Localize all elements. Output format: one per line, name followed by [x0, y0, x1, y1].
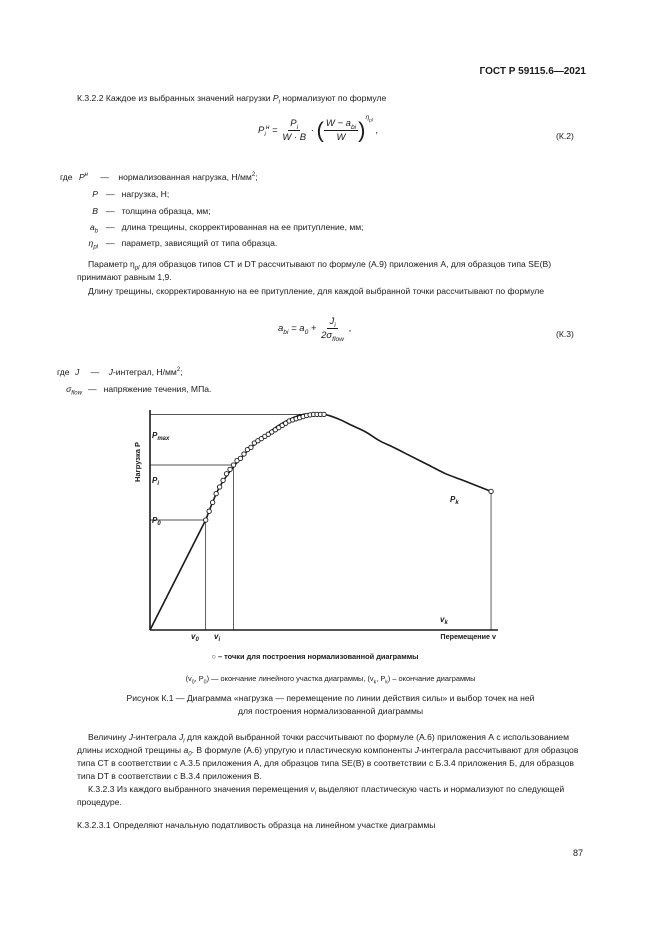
y-axis-label: Нагрузка P: [133, 441, 142, 483]
paragraph-crack-length: Длину трещины, скорректированную на ее притупление, для каждой выбранной точки рассчитывают по формуле: [88, 286, 545, 296]
data-point: [210, 500, 214, 504]
formula-k3: $a_{bi} = a_0$ + $\frac{J_i}{2\sigma_{flow}}$ ,: [278, 316, 352, 343]
def-row: — толщина образца, мм;: [106, 206, 211, 216]
label-pi: $P_i$: [152, 476, 160, 487]
data-point: [207, 509, 211, 513]
data-point: [221, 478, 225, 482]
equation-number-k3: (К.3): [556, 329, 574, 339]
data-point: [224, 472, 228, 476]
def-row: — длина трещины, скорректированная на ее притупление, мм;: [106, 222, 364, 232]
data-point: [238, 456, 242, 460]
data-point: [203, 518, 207, 522]
data-point: [231, 463, 235, 467]
label-v0: $v_0$: [191, 632, 199, 643]
formula-k2: $P_i^н$ = $\frac{P_i}{W \cdot B}$ · ( $\frac{W - a_{bi}}{W}$ )$^{\eta_{pl}}$ ,: [258, 113, 379, 143]
label-vi: $v_i$: [214, 632, 221, 643]
paragraph-k3231: К.3.2.3.1 Определяют начальную податливость образца на линейном участке диаграммы: [77, 820, 436, 830]
paragraph-j-integral: Величину J-интеграла $J_i$ для каждой выбранной точки рассчитывают по формуле (А.6) приложения А с использованием длины исходной трещины $a_0$. В формуле (А.6) упругую и пластическую компоненты J-интеграла рассчитывают для образцов типа СТ в соответствии с А.3.5 приложения А, для образцов типа SE(B) в соответствии с Б.3.4 приложения Б, для образцов типа DT в соответствии с В.3.4 приложения В.: [77, 732, 579, 781]
paragraph-k323: К.3.2.3 Из каждого выбранного значения перемещения $v_i$ выделяют пластическую часть и нормализуют по следующей процедуре.: [77, 784, 565, 807]
paragraph-eta: Параметр $\eta_{pl}$ для образцов типов СТ и DT рассчитывают по формуле (А.9) приложения А, для образцов типа SE(B) принимают равным 1,9.: [77, 259, 552, 282]
def-row: где $P^н$ — нормализованная нагрузка, $Н/мм^2$;: [60, 172, 258, 182]
def-row: — параметр, зависящий от типа образца.: [106, 238, 278, 248]
data-point: [217, 485, 221, 489]
marker-legend: ○ – точки для построения нормализованной диаграммы: [211, 652, 419, 661]
figure-caption: Рисунок К.1 — Диаграмма «нагрузка — перемещение по линии действия силы» и выбор точек на ней для построения нормализованной диаграммы: [126, 693, 535, 716]
label-pmax: $P_{max}$: [152, 431, 170, 442]
x-axis-label: Перемещение v: [440, 632, 496, 641]
data-point: [249, 445, 253, 449]
data-point: [322, 412, 326, 416]
load-curve: [206, 414, 491, 520]
label-p0: $P_0$: [152, 516, 161, 527]
data-point: [242, 452, 246, 456]
load-displacement-chart: [120, 402, 510, 666]
paragraph-k322: К.3.2.2 Каждое из выбранных значений нагрузки $P_i$ нормализуют по формуле: [77, 93, 387, 106]
def-row: — напряжение течения, МПа.: [88, 384, 212, 394]
label-pk: $P_k$: [450, 495, 459, 506]
def-row: — нагрузка, Н;: [106, 189, 170, 199]
equation-number-k2: (К.2): [556, 131, 574, 141]
load-symbol: $P_i$: [272, 93, 280, 106]
data-point: [489, 489, 493, 493]
data-point: [228, 467, 232, 471]
linear-segment: [150, 520, 206, 630]
def-row: где J — J-интеграл, $Н/мм^2$;: [57, 367, 183, 377]
figure-legend: ($v_0$, $P_0$) — окончание линейного участка диаграммы, ($v_k$, $P_k$) – окончание диаграммы: [185, 674, 476, 686]
document-number: ГОСТ Р 59115.6—2021: [479, 66, 586, 77]
data-point: [214, 491, 218, 495]
page-number: 87: [572, 848, 583, 858]
label-vk: $v_k$: [440, 615, 448, 626]
